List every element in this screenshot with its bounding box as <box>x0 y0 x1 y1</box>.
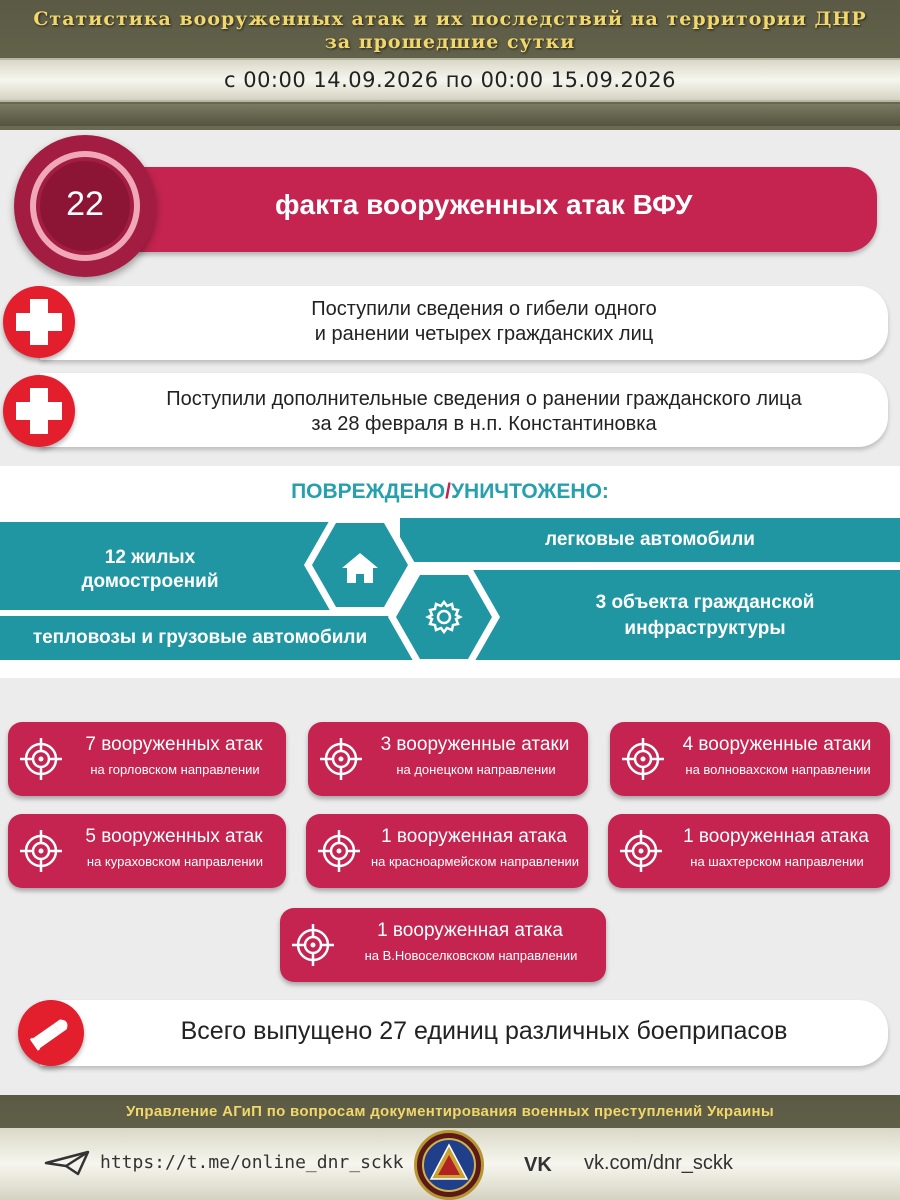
gear-icon <box>396 575 492 659</box>
direction-main: 5 вооруженных атак <box>85 826 263 847</box>
target-icon <box>620 736 666 782</box>
target-icon <box>290 922 336 968</box>
direction-main: 3 вооруженные атаки <box>380 734 570 755</box>
direction-card-kurakhovo <box>8 814 286 888</box>
direction-card-novoselovka <box>280 908 606 982</box>
houses-line-2: домостроений <box>81 571 219 592</box>
ammo-card <box>40 1000 888 1066</box>
target-icon <box>618 828 664 874</box>
direction-sub: на В.Новоселковском направлении <box>364 948 578 963</box>
casualty-2-line-1: Поступили дополнительные сведения о ранении гражданского лица <box>166 388 802 410</box>
title-line-2: за прошедшие сутки <box>324 31 576 53</box>
direction-sub: на горловском направлении <box>90 762 260 777</box>
ammo-badge <box>18 1000 84 1066</box>
casualty-text-2 <box>100 387 868 437</box>
houses-bar <box>0 522 330 610</box>
ammo-total: Всего выпущено 27 единиц различных боеприпасов <box>180 1017 788 1045</box>
casualty-1-line-1: Поступили сведения о гибели одного <box>311 298 657 320</box>
direction-card-shakhtyorsk <box>608 814 890 888</box>
direction-card-donetsk <box>308 722 588 796</box>
locomotives-bar <box>0 616 420 660</box>
header <box>0 0 900 130</box>
infrastructure-bar <box>470 570 900 660</box>
house-icon <box>312 523 408 607</box>
medical-cross-icon <box>3 286 75 358</box>
attacks-label: факта вооруженных атак ВФУ <box>275 189 693 220</box>
casualty-card-2 <box>40 373 888 447</box>
target-icon <box>316 828 362 874</box>
attacks-count-badge <box>14 135 156 277</box>
target-icon <box>18 736 64 782</box>
casualty-1-line-2: и ранении четырех гражданских лиц <box>314 323 654 345</box>
vk-icon[interactable] <box>524 1154 574 1174</box>
direction-main: 7 вооруженных атак <box>85 734 263 755</box>
casualty-card-1 <box>40 286 888 360</box>
houses-line-1: 12 жилых <box>104 547 196 568</box>
infrastructure-text <box>470 590 900 642</box>
direction-card-krasnoarmeysk <box>306 814 588 888</box>
damage-title-destroyed: УНИЧТОЖЕНО: <box>450 480 609 503</box>
direction-sub: на волновахском направлении <box>685 762 871 777</box>
target-icon <box>318 736 364 782</box>
damage-section <box>0 466 900 678</box>
cars-bar <box>400 518 900 562</box>
attacks-count: 22 <box>66 185 104 223</box>
direction-card-volnovakha <box>610 722 890 796</box>
vk-link[interactable]: vk.com/dnr_sckk <box>584 1152 733 1174</box>
direction-sub: на шахтерском направлении <box>690 854 864 869</box>
date-range: с 00:00 14.09.2026 по 00:00 15.09.2026 <box>223 68 676 92</box>
telegram-link[interactable]: https://t.me/online_dnr_sckk <box>100 1152 404 1173</box>
locomotives-text: тепловозы и грузовые автомобили <box>32 627 368 648</box>
direction-sub: на донецком направлении <box>396 762 556 777</box>
infra-line-2: инфраструктуры <box>624 618 786 639</box>
medical-cross-icon <box>3 375 75 447</box>
direction-sub: на кураховском направлении <box>86 854 264 869</box>
direction-sub: на красноармейском направлении <box>370 854 580 869</box>
header-stripe <box>0 104 900 126</box>
footer-links-bar <box>0 1128 900 1200</box>
svg-text:VK: VK <box>524 1154 552 1174</box>
page-title <box>0 8 900 54</box>
damage-title <box>0 480 900 504</box>
cars-text: легковые автомобили <box>545 529 755 550</box>
casualty-text-1 <box>100 297 868 347</box>
title-line-1: Статистика вооруженных атак и их последствий на территории ДНР <box>33 8 867 30</box>
infra-line-1: 3 объекта гражданской <box>595 592 815 613</box>
attacks-banner <box>95 167 877 252</box>
damage-title-separator: / <box>445 480 451 503</box>
casualty-2-line-2: за 28 февраля в н.п. Константиновка <box>311 413 657 435</box>
direction-main: 4 вооруженные атаки <box>682 734 872 755</box>
footer <box>0 1095 900 1200</box>
damage-title-damaged: ПОВРЕЖДЕНО <box>291 480 446 503</box>
direction-card-gorlovka <box>8 722 286 796</box>
footer-organization: Управление АГиП по вопросам документирования военных преступлений Украины <box>125 1103 775 1120</box>
bullet-icon <box>18 1000 84 1066</box>
target-icon <box>18 828 64 874</box>
direction-main: 1 вооруженная атака <box>683 826 869 847</box>
date-bar <box>0 58 900 102</box>
telegram-icon[interactable] <box>44 1150 90 1176</box>
emblem-logo <box>414 1130 484 1200</box>
houses-text <box>0 546 300 594</box>
direction-main: 1 вооруженная атака <box>381 826 567 847</box>
direction-main: 1 вооруженная атака <box>377 920 563 941</box>
